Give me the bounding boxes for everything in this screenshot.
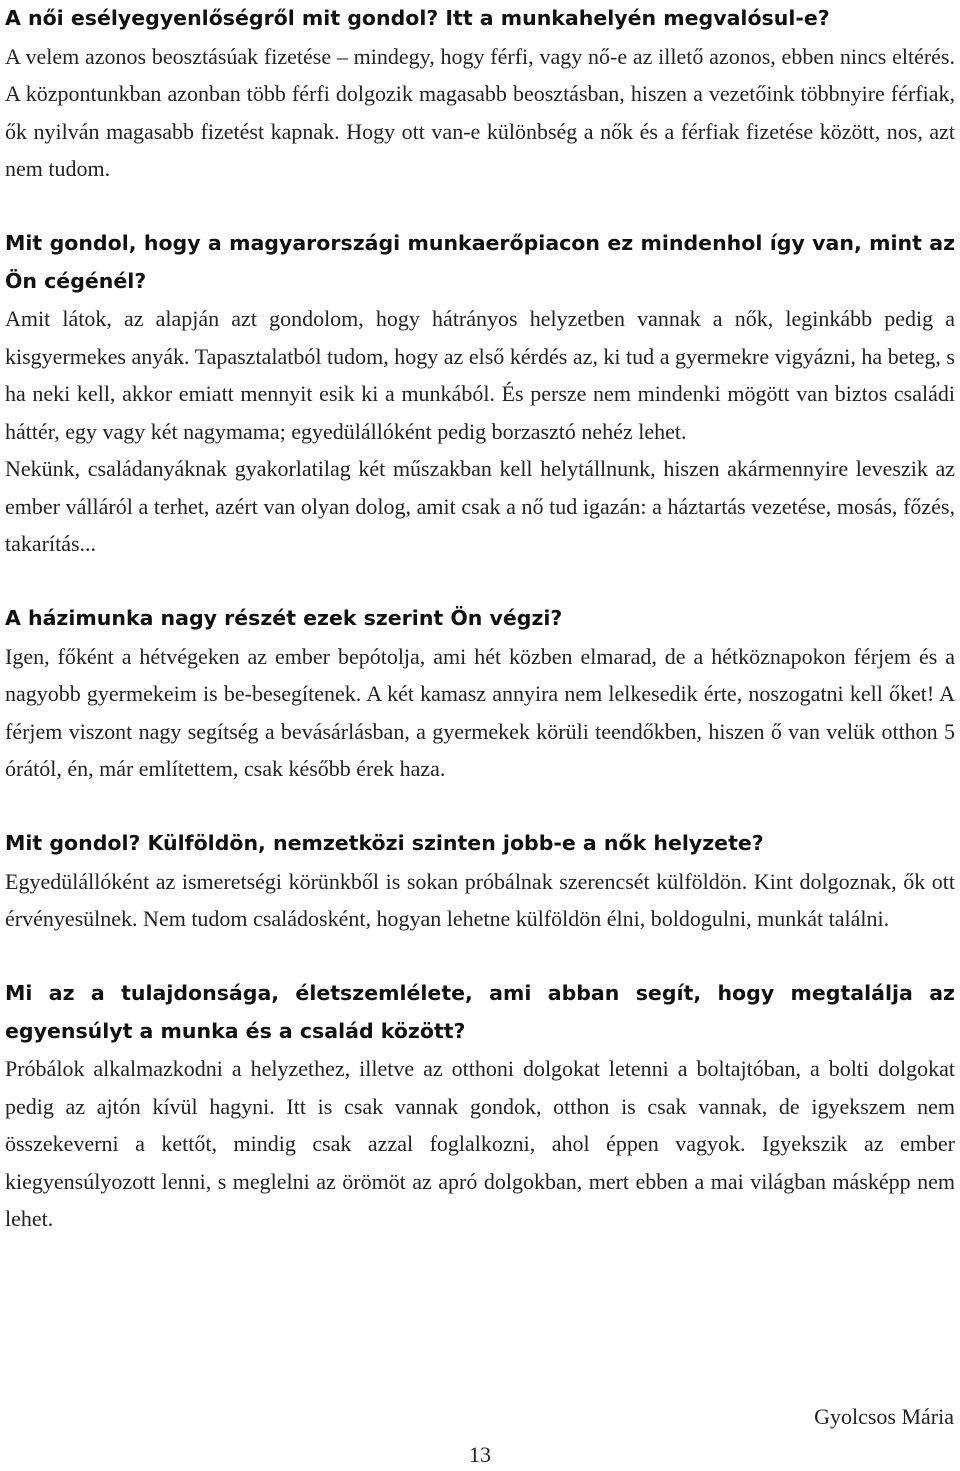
question-heading: Mi az a tulajdonsága, életszemlélete, ami abban segít, hogy megtalálja az egyensúlyt a munka és a család között?	[5, 981, 955, 1043]
section-housework	[5, 600, 955, 788]
answer-paragraph: Amit látok, az alapján azt gondolom, hogy hátrányos helyzetben vannak a nők, leginkább pedig a kisgyermekes anyák. Tapasztalatból tudom, hogy az első kérdés az, ki tud a gyermekre vigyázni, ha beteg, s ha neki kell, akkor emiatt mennyit esik ki a munkából. És persze nem mindenki mögött van biztos családi háttér, egy vagy két nagymama; egyedülállóként pedig borzasztó nehéz lehet.	[5, 306, 955, 444]
page-number: 13	[469, 1442, 491, 1467]
question-heading: A női esélyegyenlőségről mit gondol? Itt a munkahelyén megvalósul-e?	[5, 6, 830, 30]
answer-paragraph: A velem azonos beosztásúak fizetése – mindegy, hogy férfi, vagy nő-e az illető azonos, ebben nincs eltérés. A központunkban azonban több férfi dolgozik magasabb beosztásban, hiszen a vezetőink többnyire férfiak, ők nyilván magasabb fizetést kapnak. Hogy ott van-e különbség a nők és a férfiak fizetése között, nos, azt nem tudom.	[5, 43, 955, 181]
document-page	[5, 0, 955, 1238]
answer-paragraph: Próbálok alkalmazkodni a helyzethez, illetve az otthoni dolgokat letenni a boltajtóban, a bolti dolgokat pedig az ajtón kívül hagyni. Itt is csak vannak gondok, otthon is csak vannak, de igyekszem nem összekeverni a kettőt, mindig csak azzal foglalkozni, ahol éppen vagyok. Igyekszik az ember kiegyensúlyozott lenni, s meglelni az örömöt az apró dolgokban, mert ebben a mai világban másképp nem lehet.	[5, 1056, 955, 1231]
section-spacer	[5, 563, 955, 601]
answer-paragraph: Igen, főként a hétvégeken az ember bepótolja, ami hét közben elmarad, de a hétköznapokon férjem és a nagyobb gyermekeim is be-besegítenek. A két kamasz annyira nem lelkesedik érte, noszogatni kell őket! A férjem viszont nagy segítség a bevásárlásban, a gyermekek körüli teendőkben, hiszen ő van velük otthon 5 órától, én, már említettem, csak később érek haza.	[5, 643, 955, 781]
question-heading: Mit gondol? Külföldön, nemzetközi szinten jobb-e a nők helyzete?	[5, 831, 764, 855]
author-signature: Gyolcsos Mária	[814, 1404, 954, 1429]
answer-paragraph: Nekünk, családanyáknak gyakorlatilag két műszakban kell helytállnunk, hiszen akármennyire leveszik az ember válláról a terhet, azért van olyan dolog, amit csak a nő tud igazán: a háztartás vezetése, mosás, főzés, takarítás...	[5, 456, 955, 556]
section-spacer	[5, 938, 955, 976]
section-abroad	[5, 825, 955, 938]
section-labor-market	[5, 225, 955, 563]
section-spacer	[5, 188, 955, 226]
section-equal-opportunity	[5, 0, 955, 188]
question-heading: Mit gondol, hogy a magyarországi munkaerőpiacon ez mindenhol így van, mint az Ön cégénél?	[5, 231, 955, 293]
section-work-life-balance	[5, 975, 955, 1238]
question-heading: A házimunka nagy részét ezek szerint Ön végzi?	[5, 606, 563, 630]
answer-paragraph: Egyedülállóként az ismeretségi körünkből is sokan próbálnak szerencsét külföldön. Kint dolgoznak, ők ott érvényesülnek. Nem tudom családosként, hogyan lehetne külföldön élni, boldogulni, munkát találni.	[5, 868, 955, 931]
section-spacer	[5, 788, 955, 826]
